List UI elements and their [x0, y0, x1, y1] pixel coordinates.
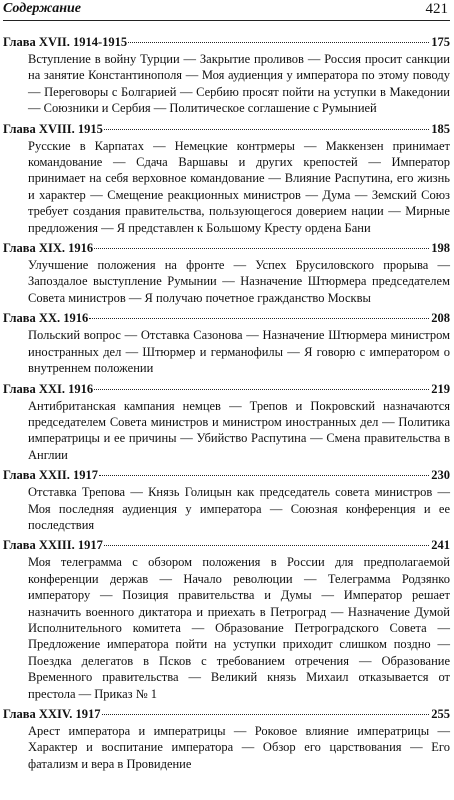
- chapter-page: 255: [431, 707, 450, 721]
- chapter-title: Глава XIX. 1916: [3, 241, 94, 256]
- chapter-page: 175: [431, 35, 450, 49]
- section-title: Содержание: [3, 1, 81, 16]
- toc-entry-24: [3, 706, 450, 772]
- chapter-summary: Улучшение положения на фронте — Успех Брусиловского прорыва — Запоздалое выступление Румынии — Назначение Штюрмера председателем Совета министров — Я получаю почетное гражданство Москвы: [28, 258, 450, 305]
- chapter-heading: [3, 381, 450, 398]
- table-of-contents: [3, 34, 450, 772]
- chapter-summary: Моя телеграмма с обзором положения в России для предполагаемой конференции держав — Начало революции — Телеграмма Родзянко императору — Позиция правительства и Думы — Император решает назначить военного диктатора и приехать в Петроград — Назначение Думой Исполнительного комитета — Образование Петроградского Совета — Предложение императора пойти на уступки приходит слишком поздно — Поездка делегатов в Псков с требованием отречения — Образование Временного правительства — Великий князь Михаил отказывается от престола — Приказ № 1: [28, 555, 450, 701]
- chapter-heading: [3, 467, 450, 484]
- dot-leader: [104, 129, 429, 130]
- chapter-title: Глава XVII. 1914-1915: [3, 35, 128, 49]
- chapter-page: 230: [431, 468, 450, 483]
- chapter-page: 208: [431, 311, 450, 326]
- toc-entry-23: [3, 537, 450, 702]
- dot-leader: [99, 475, 429, 476]
- chapter-title: Глава XXI. 1916: [3, 381, 94, 396]
- dot-leader: [89, 318, 429, 319]
- chapter-title: Глава XXIII. 1917: [3, 538, 103, 553]
- chapter-title: Глава XVIII. 1915: [3, 121, 103, 136]
- toc-entry-21: [3, 381, 450, 464]
- chapter-heading: [3, 537, 450, 554]
- chapter-summary: Арест императора и императрицы — Роковое влияние императрицы — Характер и воспитание императора — Обзор его царствования — Его фатализм и вера в Провидение: [28, 724, 450, 771]
- toc-entry-17: [3, 34, 450, 117]
- running-header: [3, 0, 450, 21]
- toc-entry-20: [3, 310, 450, 376]
- chapter-page: 219: [431, 381, 450, 396]
- chapter-title: Глава XXIV. 1917: [3, 707, 101, 721]
- chapter-page: 198: [431, 241, 450, 256]
- dot-leader: [102, 714, 430, 715]
- chapter-title: Глава XX. 1916: [3, 311, 89, 326]
- toc-entry-22: [3, 467, 450, 533]
- chapter-title: Глава XXII. 1917: [3, 468, 98, 483]
- page-number: 421: [425, 1, 448, 17]
- chapter-summary: Антибританская кампания немцев — Трепов и Покровский назначаются председателем Совета министров и министром иностранных дел — Политика императрицы и ее причины — Убийство Распутина — Смена правительства в Англии: [28, 398, 450, 462]
- chapter-heading: [3, 706, 450, 723]
- chapter-heading: [3, 34, 450, 51]
- chapter-heading: [3, 240, 450, 257]
- chapter-summary: Отставка Трепова — Князь Голицын как председатель совета министров — Моя последняя аудиенция у императора — Союзная конференция и ее последствия: [28, 485, 450, 532]
- chapter-page: 185: [431, 121, 450, 136]
- dot-leader: [104, 545, 429, 546]
- chapter-heading: [3, 121, 450, 138]
- chapter-page: 241: [431, 538, 450, 553]
- dot-leader: [94, 248, 429, 249]
- chapter-summary: Вступление в войну Турции — Закрытие проливов — Россия просит санкции на занятие Константинополя — Моя аудиенция у императора по этому поводу — Переговоры с Болгарией — Сербию просят пойти на уступки в Македонии — Союзники и Сербия — Политическое соглашение с Румынией: [28, 52, 450, 116]
- chapter-summary: Польский вопрос — Отставка Сазонова — Назначение Штюрмера министром иностранных дел — Штюрмер и германофилы — Я говорю с императором о внутреннем положении: [28, 328, 450, 376]
- dot-leader: [128, 42, 429, 43]
- dot-leader: [94, 389, 429, 390]
- toc-entry-18: [3, 121, 450, 236]
- chapter-heading: [3, 310, 450, 327]
- chapter-summary: Русские в Карпатах — Немецкие контрмеры — Маккензен принимает командование — Сдача Варшавы и других крепостей — Император принимает на себя верховное командование — Влияние Распутина, его жизнь и характер — Смещение реакционных министров — Дума — Земский Союз требует создания правительства, пользующегося доверием нации — Мирные предложения — Я представлен к Большому Кресту ордена Бани: [28, 138, 450, 235]
- toc-entry-19: [3, 240, 450, 306]
